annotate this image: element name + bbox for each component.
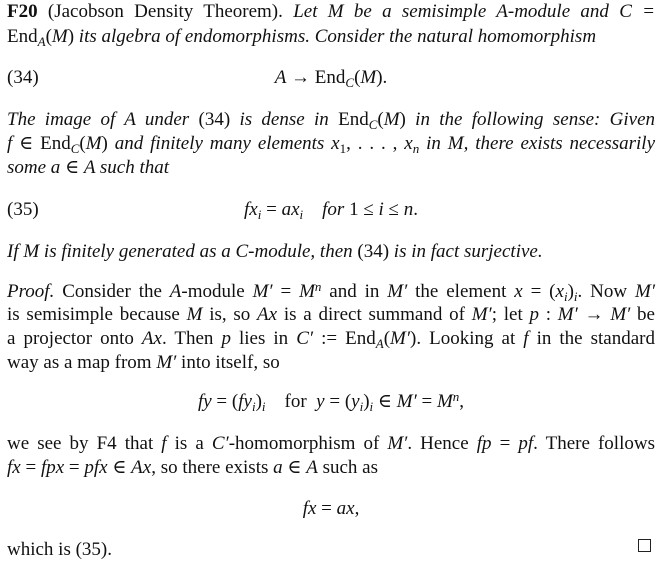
surjective-statement: If M is finitely generated as a C-module, then (34) is in fact surjective. xyxy=(7,241,543,262)
proof-line-6: fx = fpx = pfx ∈ Ax, so there exists a ∈ A such as xyxy=(7,457,378,478)
theorem-line-2: End$_A$(M) its algebra of endomorphisms. Consider the natural homomorphism xyxy=(7,26,597,49)
density-line-1: The image of A under (34) is dense in End$_C$(M) in the following sense: Given xyxy=(7,109,656,132)
density-line-2: f ∈ End$_C$(M) and finitely many elements $x_1$, . . . , $x_n$ in M, there exists necessarily xyxy=(7,133,656,156)
theorem-name: (Jacobson Density Theorem). xyxy=(47,1,283,22)
proof-label: Proof. xyxy=(7,281,55,302)
density-line-3: some a ∈ A such that xyxy=(7,157,170,178)
proof-line-3: a projector onto Ax. Then p lies in C′ := End$_A$(M′). Looking at f in the standard xyxy=(7,328,655,351)
proof-line-5: we see by F4 that f is a C′-homomorphism of M′. Hence fp = pf. There follows xyxy=(7,433,655,454)
proof-closing: which is (35). xyxy=(7,539,113,560)
theorem-label: F20 xyxy=(7,1,38,22)
equation-34-number: (34) xyxy=(7,67,39,88)
theorem-line-1: F20 (Jacobson Density Theorem). Let M be a semisimple A-module and C = xyxy=(7,1,655,22)
proof-line-1: Proof. Consider the A-module $M' = M^n$ and in M′ the element $x = (x_i)_i$. Now M′ xyxy=(7,279,655,304)
equation-34-body: A → End$_C$(M). xyxy=(274,67,388,90)
equation-35-body: $fx_i = ax_i$ for 1 ≤ i ≤ n. xyxy=(244,199,418,222)
proof-line-2: is semisimple because M is, so Ax is a direct summand of M′; let p : M′ → M′ be xyxy=(7,304,655,325)
qed-square-icon xyxy=(638,539,651,552)
equation-35-number: (35) xyxy=(7,199,39,220)
proof-equation-map-body: fy = $(fy_i)_i$ for $y = (y_i)_i$ ∈ $M' = M^n$, xyxy=(197,389,465,414)
proof-equation-final-body: fx = ax, xyxy=(302,498,360,519)
proof-line-4: way as a map from M′ into itself, so xyxy=(7,352,280,373)
